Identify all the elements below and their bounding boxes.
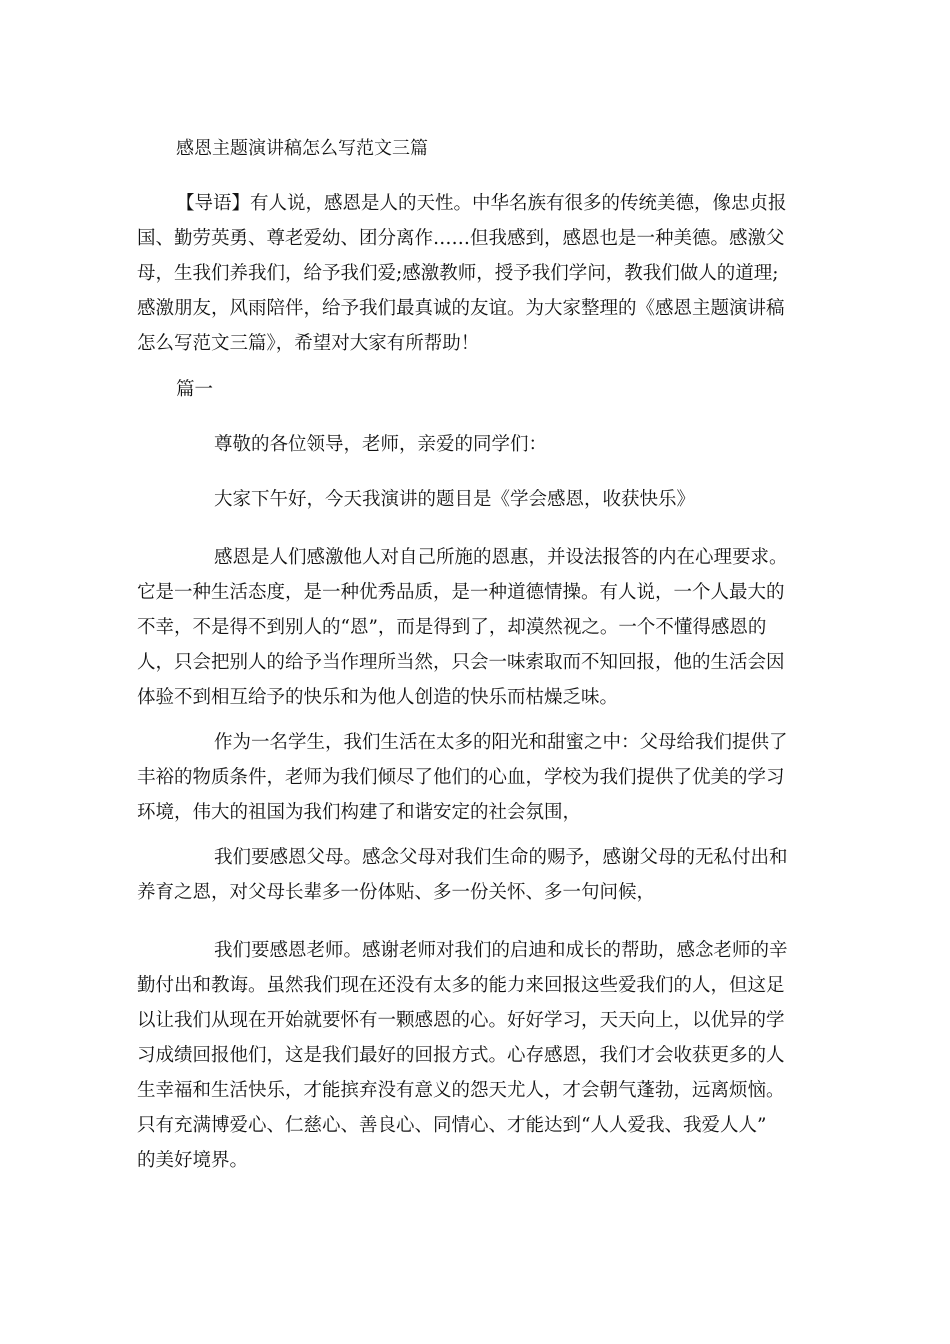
paragraph-line: 以让我们从现在开始就要怀有一颗感恩的心。好好学习，天天向上，以优异的学 (137, 1010, 785, 1031)
paragraph-line: 作为一名学生，我们生活在太多的阳光和甜蜜之中：父母给我们提供了 (214, 732, 788, 753)
intro-line: 感激朋友，风雨陪伴，给予我们最真诚的友谊。为大家整理的《感恩主题演讲稿 (137, 298, 785, 319)
body-paragraph-3 (137, 840, 813, 910)
paragraph-line: 不幸，不是得不到别人的“恩”，而是得到了，却漠然视之。一个不懂得感恩的 (137, 617, 767, 638)
paragraph-line: 人，只会把别人的给予当作理所当然，只会一味索取而不知回报，他的生活会因 (137, 652, 785, 673)
paragraph-line: 生幸福和生活快乐，才能摈弃没有意义的怨天尤人，才会朝气蓬勃，远离烦恼。 (137, 1080, 785, 1101)
paragraph-line: 环境，伟大的祖国为我们构建了和谐安定的社会氛围， (137, 802, 582, 823)
body-paragraph-1 (137, 540, 813, 715)
paragraph-line: 养育之恩，对父母长辈多一份体贴、多一份关怀、多一句问候， (137, 882, 656, 903)
body-paragraph-2 (137, 725, 813, 830)
intro-line: 【导语】有人说，感恩是人的天性。中华名族有很多的传统美德，像忠贞报 (176, 193, 787, 214)
speech-opening: 大家下午好，今天我演讲的题目是《学会感恩，收获快乐》 (214, 489, 696, 510)
paragraph-line: 我们要感恩父母。感念父母对我们生命的赐予，感谢父母的无私付出和 (214, 847, 788, 868)
intro-paragraph (137, 186, 813, 361)
paragraph-line: 勤付出和教诲。虽然我们现在还没有太多的能力来回报这些爱我们的人，但这足 (137, 975, 785, 996)
paragraph-line: 丰裕的物质条件，老师为我们倾尽了他们的心血，学校为我们提供了优美的学习 (137, 767, 785, 788)
paragraph-line: 感恩是人们感激他人对自己所施的恩惠，并设法报答的内在心理要求。 (214, 547, 788, 568)
greeting-line: 尊敬的各位领导，老师，亲爱的同学们： (214, 434, 548, 455)
section-heading: 篇一 (176, 379, 214, 400)
intro-line: 母，生我们养我们，给予我们爱;感激教师，授予我们学问，教我们做人的道理; (137, 263, 779, 284)
document-title: 感恩主题演讲稿怎么写范文三篇 (176, 138, 428, 159)
intro-line: 国、勤劳英勇、尊老爱幼、团分离作……但我感到，感恩也是一种美德。感激父 (137, 228, 785, 249)
paragraph-line: 它是一种生活态度，是一种优秀品质，是一种道德情操。有人说，一个人最大的 (137, 582, 785, 603)
paragraph-line: 习成绩回报他们，这是我们最好的回报方式。心存感恩，我们才会收获更多的人 (137, 1045, 785, 1066)
paragraph-line: 只有充满博爱心、仁慈心、善良心、同情心、才能达到“人人爱我、我爱人人” (137, 1115, 767, 1136)
paragraph-line: 体验不到相互给予的快乐和为他人创造的快乐而枯燥乏味。 (137, 687, 619, 708)
body-paragraph-4 (137, 933, 813, 1178)
paragraph-line: 的美好境界。 (137, 1150, 249, 1171)
paragraph-line: 我们要感恩老师。感谢老师对我们的启迪和成长的帮助，感念老师的辛 (214, 940, 788, 961)
intro-line: 怎么写范文三篇》，希望对大家有所帮助！ (137, 333, 480, 354)
